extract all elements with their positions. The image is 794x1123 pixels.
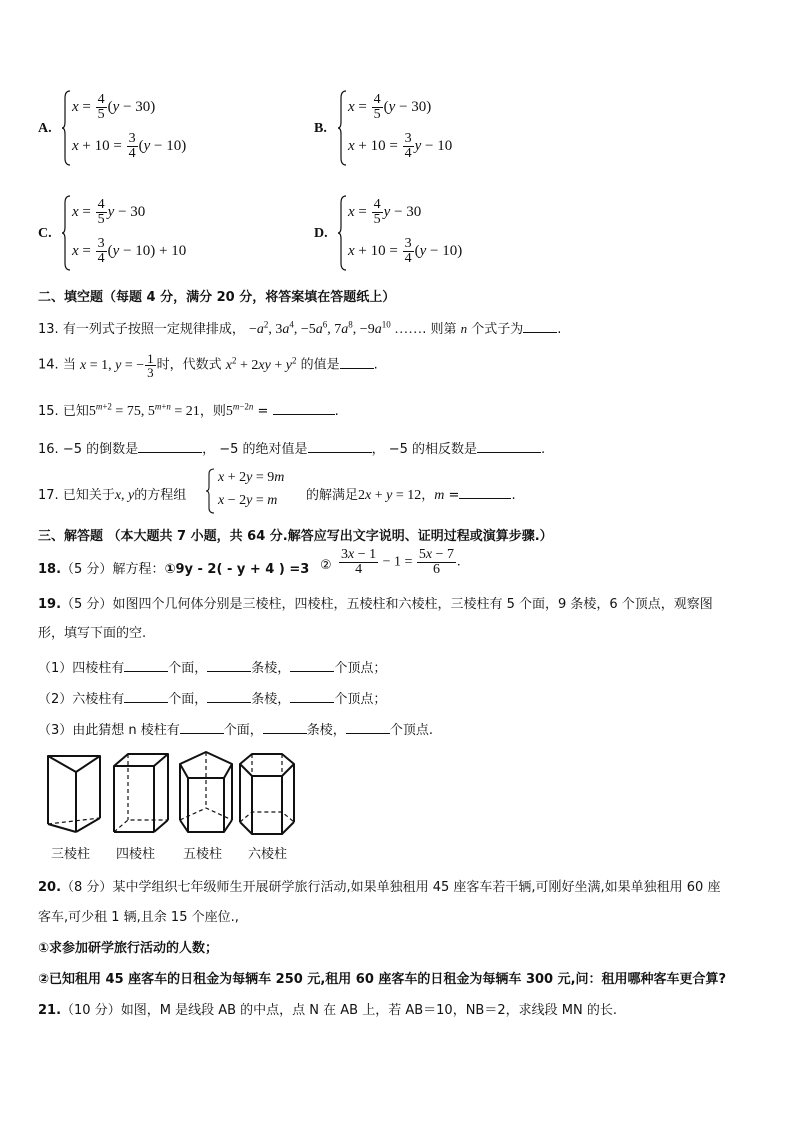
question-text: 已知关于 bbox=[62, 488, 115, 503]
question-text: 的方程组 bbox=[134, 488, 187, 503]
equation-1: x = $\frac{4}{5}$ (y − 30) bbox=[348, 92, 432, 122]
answer-blank-faces[interactable] bbox=[124, 702, 168, 703]
question-19-line-2: 形，填写下面的空. bbox=[38, 626, 147, 641]
question-19-sub-3 bbox=[38, 719, 433, 738]
question-number: 17. bbox=[38, 488, 59, 503]
equation-1: x + 2y = 9m bbox=[218, 470, 285, 485]
question-19-line-1 bbox=[38, 593, 713, 612]
question-text: ， −5 的绝对值是 bbox=[202, 442, 308, 457]
prisms-figure bbox=[40, 748, 302, 838]
question-text: 的解满足 bbox=[306, 488, 359, 503]
label-triangular-prism: 三棱柱 bbox=[51, 847, 91, 862]
equation-part-1: ①9y - 2( - y + 4 ) =3 bbox=[164, 562, 310, 577]
answer-blank-edges[interactable] bbox=[207, 671, 251, 672]
sequence: $-a^2$, $3a^4$, $-5a^6$, $7a^8$, $-9a^{10}$ …… bbox=[248, 319, 423, 337]
question-text: 如图四个几何体分别是三棱柱，四棱柱，五棱柱和六棱柱，三棱柱有 5 个面，9 条棱，6 个顶点，观察图 bbox=[112, 597, 713, 612]
expression: $5^{m-2n}$ bbox=[225, 401, 254, 419]
question-text: 当 bbox=[62, 357, 76, 373]
sub-text: （1）四棱柱有 bbox=[38, 661, 125, 676]
sub-text: （3）由此猜想 n 棱柱有 bbox=[38, 723, 180, 738]
answer-blank[interactable] bbox=[273, 414, 335, 415]
triangular-prism-icon bbox=[48, 756, 100, 832]
question-19-sub-1 bbox=[38, 657, 386, 676]
question-text: 的值是 bbox=[300, 357, 340, 373]
answer-blank-faces[interactable] bbox=[124, 671, 168, 672]
equation-2: x + 10 = $\frac{3}{4}$ (y − 10) bbox=[72, 131, 187, 161]
answer-blank-vertices[interactable] bbox=[290, 702, 334, 703]
part-marker: ② bbox=[320, 558, 332, 573]
sub-text: 个顶点； bbox=[334, 661, 387, 676]
question-text: 如图，M 是线段 AB 的中点，点 N 在 AB 上，若 AB＝10，NB＝2，求线段 MN 的长. bbox=[120, 1003, 617, 1018]
expression: $x^2 + 2xy + y^2$ bbox=[225, 355, 297, 373]
question-15 bbox=[38, 400, 339, 420]
option-label: A. bbox=[38, 121, 52, 136]
question-number: 20. bbox=[38, 880, 62, 895]
question-text: 有一列式子按照一定规律排成， bbox=[62, 322, 245, 337]
sub-text: 个面， bbox=[168, 661, 208, 676]
equation-2: x − 2y = m bbox=[218, 493, 278, 508]
equals: = bbox=[444, 488, 460, 503]
brace-icon bbox=[62, 195, 72, 271]
period: . bbox=[557, 322, 562, 337]
equation-2: x = $\frac{3}{4}$ (y − 10) + 10 bbox=[72, 236, 187, 266]
section-title: 三、解答题 （本大题共 7 小题，共 64 分.解答应写出文字说明、证明过程或演算步骤.） bbox=[38, 529, 553, 544]
brace-icon bbox=[206, 468, 216, 514]
answer-blank-faces[interactable] bbox=[180, 733, 224, 734]
equation-part-2: $\frac{3x - 1}{4}$ − 1 = $\frac{5x - 7}{6}$ . bbox=[341, 547, 461, 577]
option-label: C. bbox=[38, 226, 52, 241]
question-text: 已知 bbox=[62, 404, 89, 419]
question-14 bbox=[38, 352, 378, 379]
comma: ， bbox=[421, 488, 435, 503]
question-20-line-1 bbox=[38, 876, 720, 895]
question-13 bbox=[38, 318, 561, 338]
sub-text: 条棱， bbox=[251, 692, 291, 707]
variable-m: m bbox=[434, 488, 445, 503]
brace-icon bbox=[338, 195, 348, 271]
answer-blank[interactable] bbox=[340, 368, 374, 369]
label-hexagonal-prism: 六棱柱 bbox=[248, 847, 288, 862]
sub-text: 个顶点. bbox=[389, 723, 433, 738]
question-20-line-2: 客车,可少租 1 辆,且余 15 个座位., bbox=[38, 910, 239, 925]
quadrangular-prism-icon bbox=[114, 754, 168, 832]
answer-blank-edges[interactable] bbox=[263, 733, 307, 734]
question-number: 16. bbox=[38, 442, 59, 457]
question-20-sub-1: ①求参加研学旅行活动的人数； bbox=[38, 941, 219, 956]
answer-blank-vertices[interactable] bbox=[290, 671, 334, 672]
score: （8 分） bbox=[61, 880, 113, 895]
answer-blank[interactable] bbox=[459, 498, 511, 499]
question-16 bbox=[38, 438, 545, 457]
question-19-sub-2 bbox=[38, 688, 386, 707]
question-text: . 则第 bbox=[422, 322, 457, 337]
period: . bbox=[334, 404, 339, 419]
sub-text: 个顶点； bbox=[334, 692, 387, 707]
equation-2: x + 10 = $\frac{3}{4}$ y − 10 bbox=[348, 131, 453, 161]
answer-blank-opposite[interactable] bbox=[477, 452, 541, 453]
sub-text: 条棱， bbox=[251, 661, 291, 676]
answer-blank-reciprocal[interactable] bbox=[138, 452, 202, 453]
variables: x, y bbox=[114, 488, 135, 503]
equals: = bbox=[253, 404, 273, 419]
equation-2: x + 10 = $\frac{3}{4}$ (y − 10) bbox=[348, 236, 463, 266]
sub-text: （2）六棱柱有 bbox=[38, 692, 125, 707]
score: （10 分） bbox=[61, 1003, 121, 1018]
condition: x = 1, y = − $\frac{1}{3}$ bbox=[79, 351, 154, 380]
brace-icon bbox=[338, 90, 348, 166]
period: . bbox=[541, 442, 546, 457]
answer-blank[interactable] bbox=[523, 332, 557, 333]
brace-icon bbox=[62, 90, 72, 166]
question-text: ， −5 的相反数是 bbox=[371, 442, 477, 457]
question-20-sub-2: ②已知租用 45 座客车的日租金为每辆车 250 元,租用 60 座客车的日租金为每辆车 300 元,问：租用哪种客车更合算? bbox=[38, 972, 727, 987]
equation-1: x = $\frac{4}{5}$ (y − 30) bbox=[72, 92, 156, 122]
question-number: 19. bbox=[38, 597, 62, 612]
answer-blank-absolute[interactable] bbox=[308, 452, 372, 453]
question-number: 13. bbox=[38, 322, 59, 337]
answer-blank-edges[interactable] bbox=[207, 702, 251, 703]
variable-n: n bbox=[460, 321, 468, 336]
sub-text: 个面， bbox=[223, 723, 263, 738]
score: （5 分） bbox=[61, 562, 113, 577]
period: . bbox=[511, 488, 516, 503]
question-text: 个式子为 bbox=[471, 322, 524, 337]
question-text: 时，代数式 bbox=[156, 357, 222, 373]
condition: 2x + y = 12 bbox=[358, 488, 422, 503]
question-number: 21. bbox=[38, 1003, 62, 1018]
condition: $5^{m+2} = 75$, $5^{m+n} = 21$ bbox=[88, 401, 200, 419]
label-pentagonal-prism: 五棱柱 bbox=[183, 847, 223, 862]
question-text: 解方程： bbox=[112, 562, 165, 577]
hexagonal-prism-icon bbox=[240, 754, 294, 834]
option-label: B. bbox=[314, 121, 327, 136]
score: （5 分） bbox=[61, 597, 113, 612]
question-text: −5 的倒数是 bbox=[62, 442, 139, 457]
question-text: 某中学组织七年级师生开展研学旅行活动,如果单独租用 45 座客车若干辆,可刚好坐满,如果单独租用 60 座 bbox=[112, 880, 721, 895]
label-quadrangular-prism: 四棱柱 bbox=[116, 847, 156, 862]
question-21 bbox=[38, 999, 617, 1018]
question-number: 15. bbox=[38, 404, 59, 419]
question-text: ，则 bbox=[199, 404, 226, 419]
sub-text: 个面， bbox=[168, 692, 208, 707]
option-label: D. bbox=[314, 226, 328, 241]
answer-blank-vertices[interactable] bbox=[346, 733, 390, 734]
equation-1: x = $\frac{4}{5}$ y − 30 bbox=[348, 197, 422, 227]
sub-text: 条棱， bbox=[306, 723, 346, 738]
period: . bbox=[373, 357, 378, 373]
question-number: 14. bbox=[38, 357, 59, 373]
equation-1: x = $\frac{4}{5}$ y − 30 bbox=[72, 197, 146, 227]
section-title: 二、填空题（每题 4 分，满分 20 分，将答案填在答题纸上） bbox=[38, 290, 396, 305]
pentagonal-prism-icon bbox=[180, 752, 232, 832]
question-number: 18. bbox=[38, 562, 62, 577]
